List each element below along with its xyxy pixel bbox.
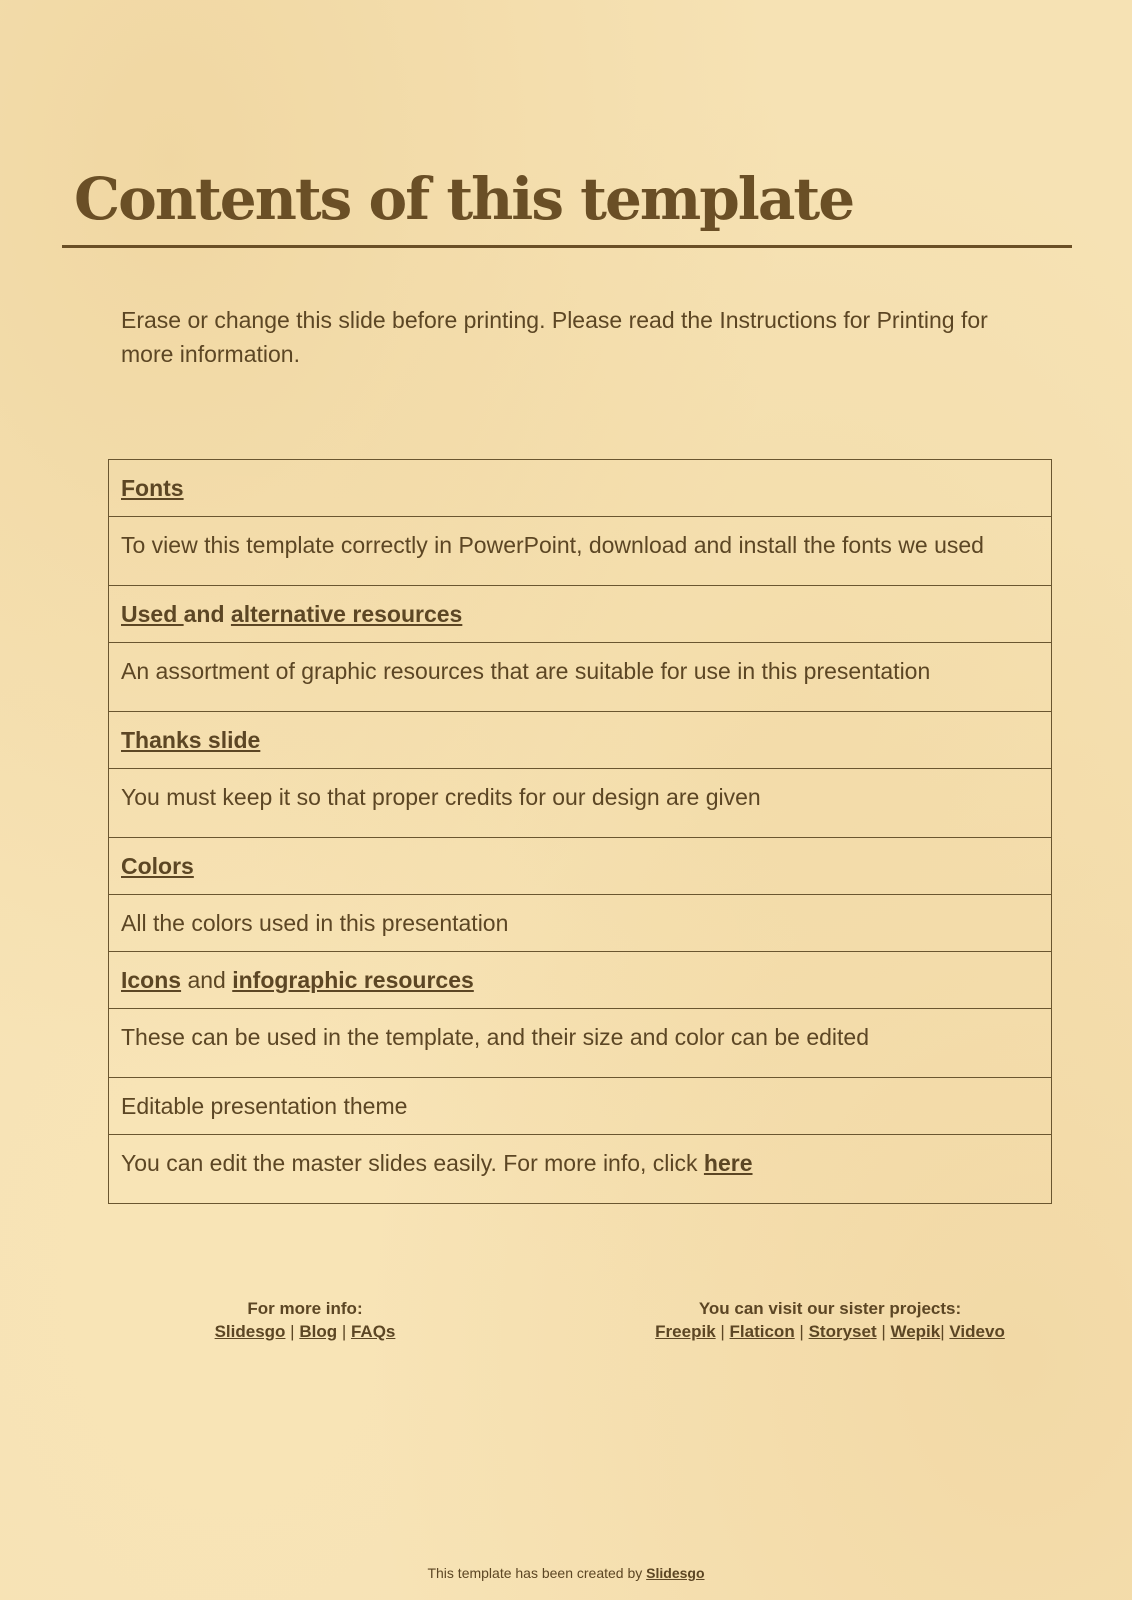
contents-table	[108, 459, 1052, 1204]
icons-link[interactable]: Icons	[121, 967, 182, 993]
theme-cell: Editable presentation theme	[109, 1078, 1052, 1135]
table-row	[109, 769, 1052, 838]
alternative-resources-link[interactable]: alternative resources	[230, 601, 463, 627]
intro-text: Erase or change this slide before printing. Please read the Instructions for Printing for more information.	[121, 307, 988, 367]
table-row	[109, 895, 1052, 952]
sister-projects-links	[620, 1320, 1040, 1343]
separator: |	[876, 1322, 891, 1341]
page-title: Contents of this template	[74, 165, 854, 233]
table-row	[109, 712, 1052, 769]
table-row	[109, 643, 1052, 712]
thanks-desc-cell: You must keep it so that proper credits for our design are given	[109, 769, 1052, 838]
fonts-desc-cell: To view this template correctly in PowerPoint, download and install the fonts we used	[109, 517, 1052, 586]
title-divider	[62, 245, 1072, 248]
videvo-link[interactable]: Videvo	[949, 1322, 1005, 1341]
separator: |	[940, 1322, 950, 1341]
thanks-slide-link[interactable]: Thanks slide	[121, 727, 261, 753]
flaticon-link[interactable]: Flaticon	[729, 1322, 795, 1341]
more-info-links	[190, 1320, 420, 1343]
sister-projects-heading: You can visit our sister projects:	[698, 1299, 962, 1318]
faqs-link[interactable]: FAQs	[350, 1322, 396, 1341]
colors-link[interactable]: Colors	[121, 853, 194, 879]
and-text: and	[183, 601, 225, 627]
here-link[interactable]: here	[703, 1150, 753, 1176]
template-credit	[0, 1565, 1132, 1581]
credit-text: This template has been created by	[427, 1565, 647, 1581]
more-info-heading: For more info:	[247, 1299, 363, 1318]
master-desc-cell	[109, 1135, 1052, 1204]
table-row	[109, 838, 1052, 895]
separator: |	[715, 1322, 730, 1341]
more-info-footer	[190, 1297, 420, 1343]
credit-slidesgo-link[interactable]: Slidesgo	[646, 1565, 705, 1581]
fonts-link[interactable]: Fonts	[121, 475, 184, 501]
table-row	[109, 952, 1052, 1009]
table-row	[109, 460, 1052, 517]
table-row	[109, 1078, 1052, 1135]
resources-desc-cell: An assortment of graphic resources that are suitable for use in this presentation	[109, 643, 1052, 712]
blog-link[interactable]: Blog	[299, 1322, 338, 1341]
icons-cell	[109, 952, 1052, 1009]
colors-cell	[109, 838, 1052, 895]
table-row	[109, 1009, 1052, 1078]
colors-desc-cell: All the colors used in this presentation	[109, 895, 1052, 952]
table-row	[109, 586, 1052, 643]
freepik-link[interactable]: Freepik	[655, 1322, 716, 1341]
wepik-link[interactable]: Wepik	[890, 1322, 941, 1341]
slidesgo-link[interactable]: Slidesgo	[214, 1322, 286, 1341]
and-text: and	[181, 967, 233, 993]
sister-projects-footer	[620, 1297, 1040, 1343]
separator: |	[337, 1322, 351, 1341]
fonts-cell	[109, 460, 1052, 517]
master-desc-text: You can edit the master slides easily. For more info, click	[121, 1150, 704, 1176]
storyset-link[interactable]: Storyset	[808, 1322, 877, 1341]
infographic-resources-link[interactable]: infographic resources	[232, 967, 474, 993]
thanks-cell	[109, 712, 1052, 769]
table-row	[109, 1135, 1052, 1204]
used-resources-link[interactable]: Used	[121, 601, 184, 627]
separator: |	[285, 1322, 300, 1341]
table-row	[109, 517, 1052, 586]
separator: |	[794, 1322, 809, 1341]
resources-cell	[109, 586, 1052, 643]
icons-desc-cell: These can be used in the template, and their size and color can be edited	[109, 1009, 1052, 1078]
